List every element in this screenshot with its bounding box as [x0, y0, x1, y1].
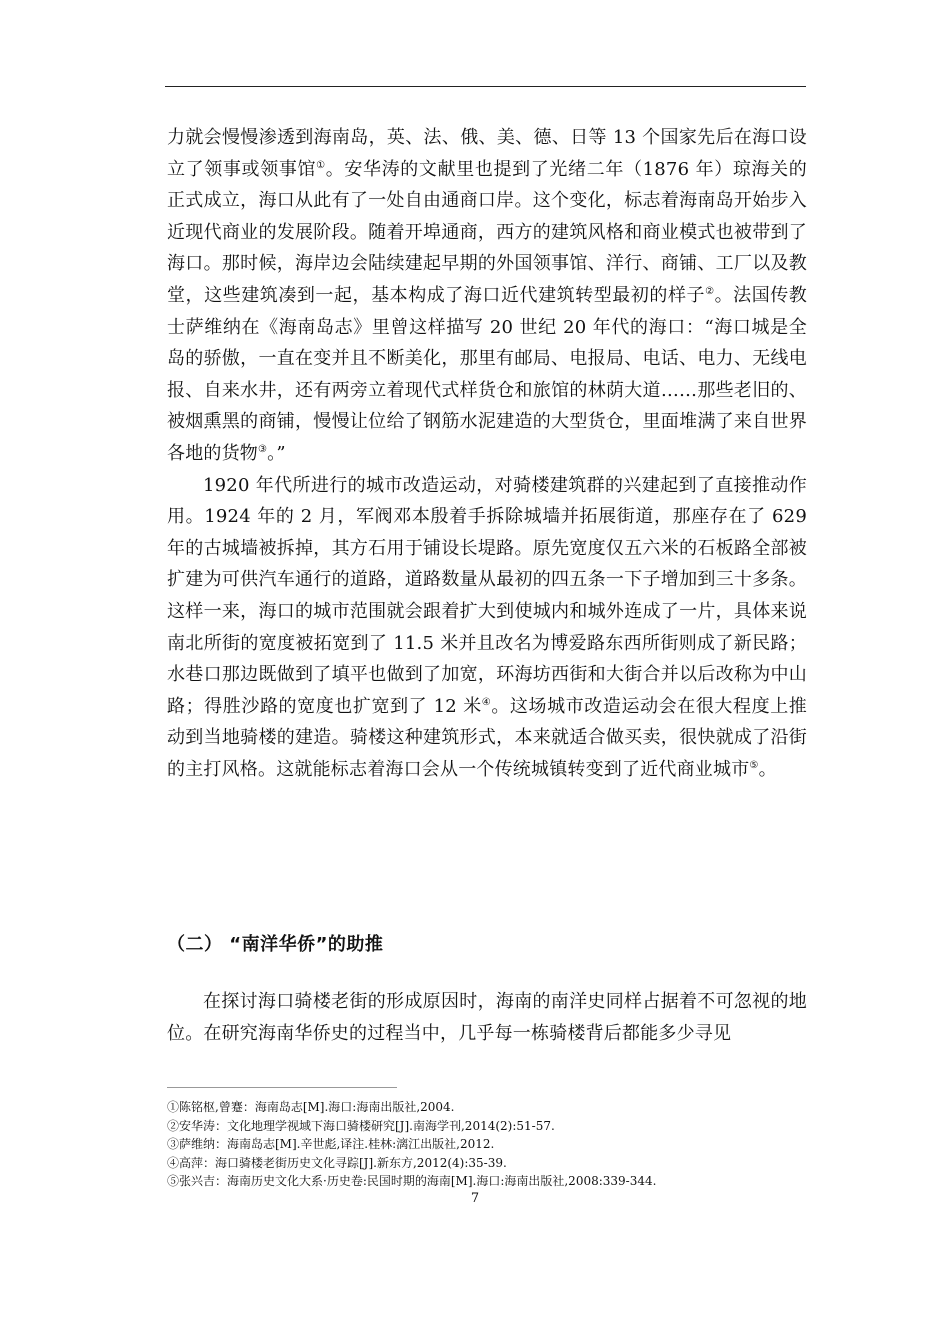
- footnote: ④高萍：海口骑楼老街历史文化寻踪[J].新东方,2012(4):35-39.: [167, 1155, 507, 1170]
- footnote: ⑤张兴吉：海南历史文化大系·历史卷:民国时期的海南[M].海口:海南出版社,2008:339-344.: [167, 1174, 657, 1188]
- footnote-marker: ⑤: [749, 759, 759, 771]
- paragraph: 1920 年代所进行的城市改造运动，对骑楼建筑群的兴建起到了直接推动作用。1924 年的 2 月，军阀邓本殷着手拆除城墙并拓展街道，那座存在了 629 年的古城墙被拆掉，其方石用于铺设长堤路。原先宽度仅五六米的石板路全部被扩建为可供汽车通行的道路，道路数量从最初的四五条一下子增加到三十多条。这样一来，海口的城市范围就会跟着扩大到使城内和城外连成了一片，具体来说南北所街的宽度被拓宽到了 11.5 米并且改名为博爱路东西所街则成了新民路；水巷口那边既做到了填平也做到了加宽，环海坊西街和大街合并以后改称为中山路；得胜沙路的宽度也扩宽到了 12 米④。这场城市改造运动会在很大程度上推动到当地骑楼的建造。骑楼这种建筑形式，本来就适合做买卖，很快就成了沿街的主打风格。这就能标志着海口会从一个传统城镇转变到了近代商业城市⑤。: [167, 474, 807, 780]
- page-number: 7: [470, 1191, 480, 1206]
- header-rule: [165, 86, 806, 87]
- body-text-continued: [167, 986, 807, 1049]
- footnote-marker: ③: [258, 443, 268, 455]
- body-text: [167, 122, 807, 785]
- section-heading: （二） “南洋华侨”的助推: [167, 934, 384, 955]
- paragraph: 在探讨海口骑楼老街的形成原因时，海南的南洋史同样占据着不可忽视的地位。在研究海南华侨史的过程当中，几乎每一栋骑楼背后都能多少寻见: [167, 991, 807, 1044]
- paragraph: 力就会慢慢渗透到海南岛，英、法、俄、美、德、日等 13 个国家先后在海口设立了领事或领事馆①。安华涛的文献里也提到了光绪二年（1876 年）琼海关的正式成立，海口从此有了一处自由通商口岸。这个变化，标志着海南岛开始步入近现代商业的发展阶段。随着开埠通商，西方的建筑风格和商业模式也被带到了海口。那时候，海岸边会陆续建起早期的外国领事馆、洋行、商铺、工厂以及教堂，这些建筑凑到一起，基本构成了海口近代建筑转型最初的样子②。法国传教士萨维纳在《海南岛志》里曾这样描写 20 世纪 20 年代的海口：“海口城是全岛的骄傲，一直在变并且不断美化，那里有邮局、电报局、电话、电力、无线电报、自来水井，还有两旁立着现代式样货仓和旅馆的林荫大道……那些老旧的、被烟熏黑的商铺，慢慢让位给了钢筋水泥建造的大型货仓，里面堆满了来自世界各地的货物③。”: [167, 127, 808, 464]
- footnotes: [167, 1098, 807, 1191]
- footnote-marker: ④: [481, 696, 492, 708]
- footnote-marker: ②: [705, 285, 715, 297]
- footnote-rule: [167, 1087, 397, 1088]
- footnote: ①陈铭枢,曾蹇：海南岛志[M].海口:海南出版社,2004.: [167, 1100, 455, 1114]
- footnote: ③萨维纳：海南岛志[M].辛世彪,译注.桂林:漓江出版社,2012.: [167, 1137, 495, 1151]
- footnote-marker: ①: [316, 159, 326, 171]
- footnote: ②安华涛：文化地理学视域下海口骑楼研究[J].南海学刊,2014(2):51-57.: [167, 1118, 555, 1133]
